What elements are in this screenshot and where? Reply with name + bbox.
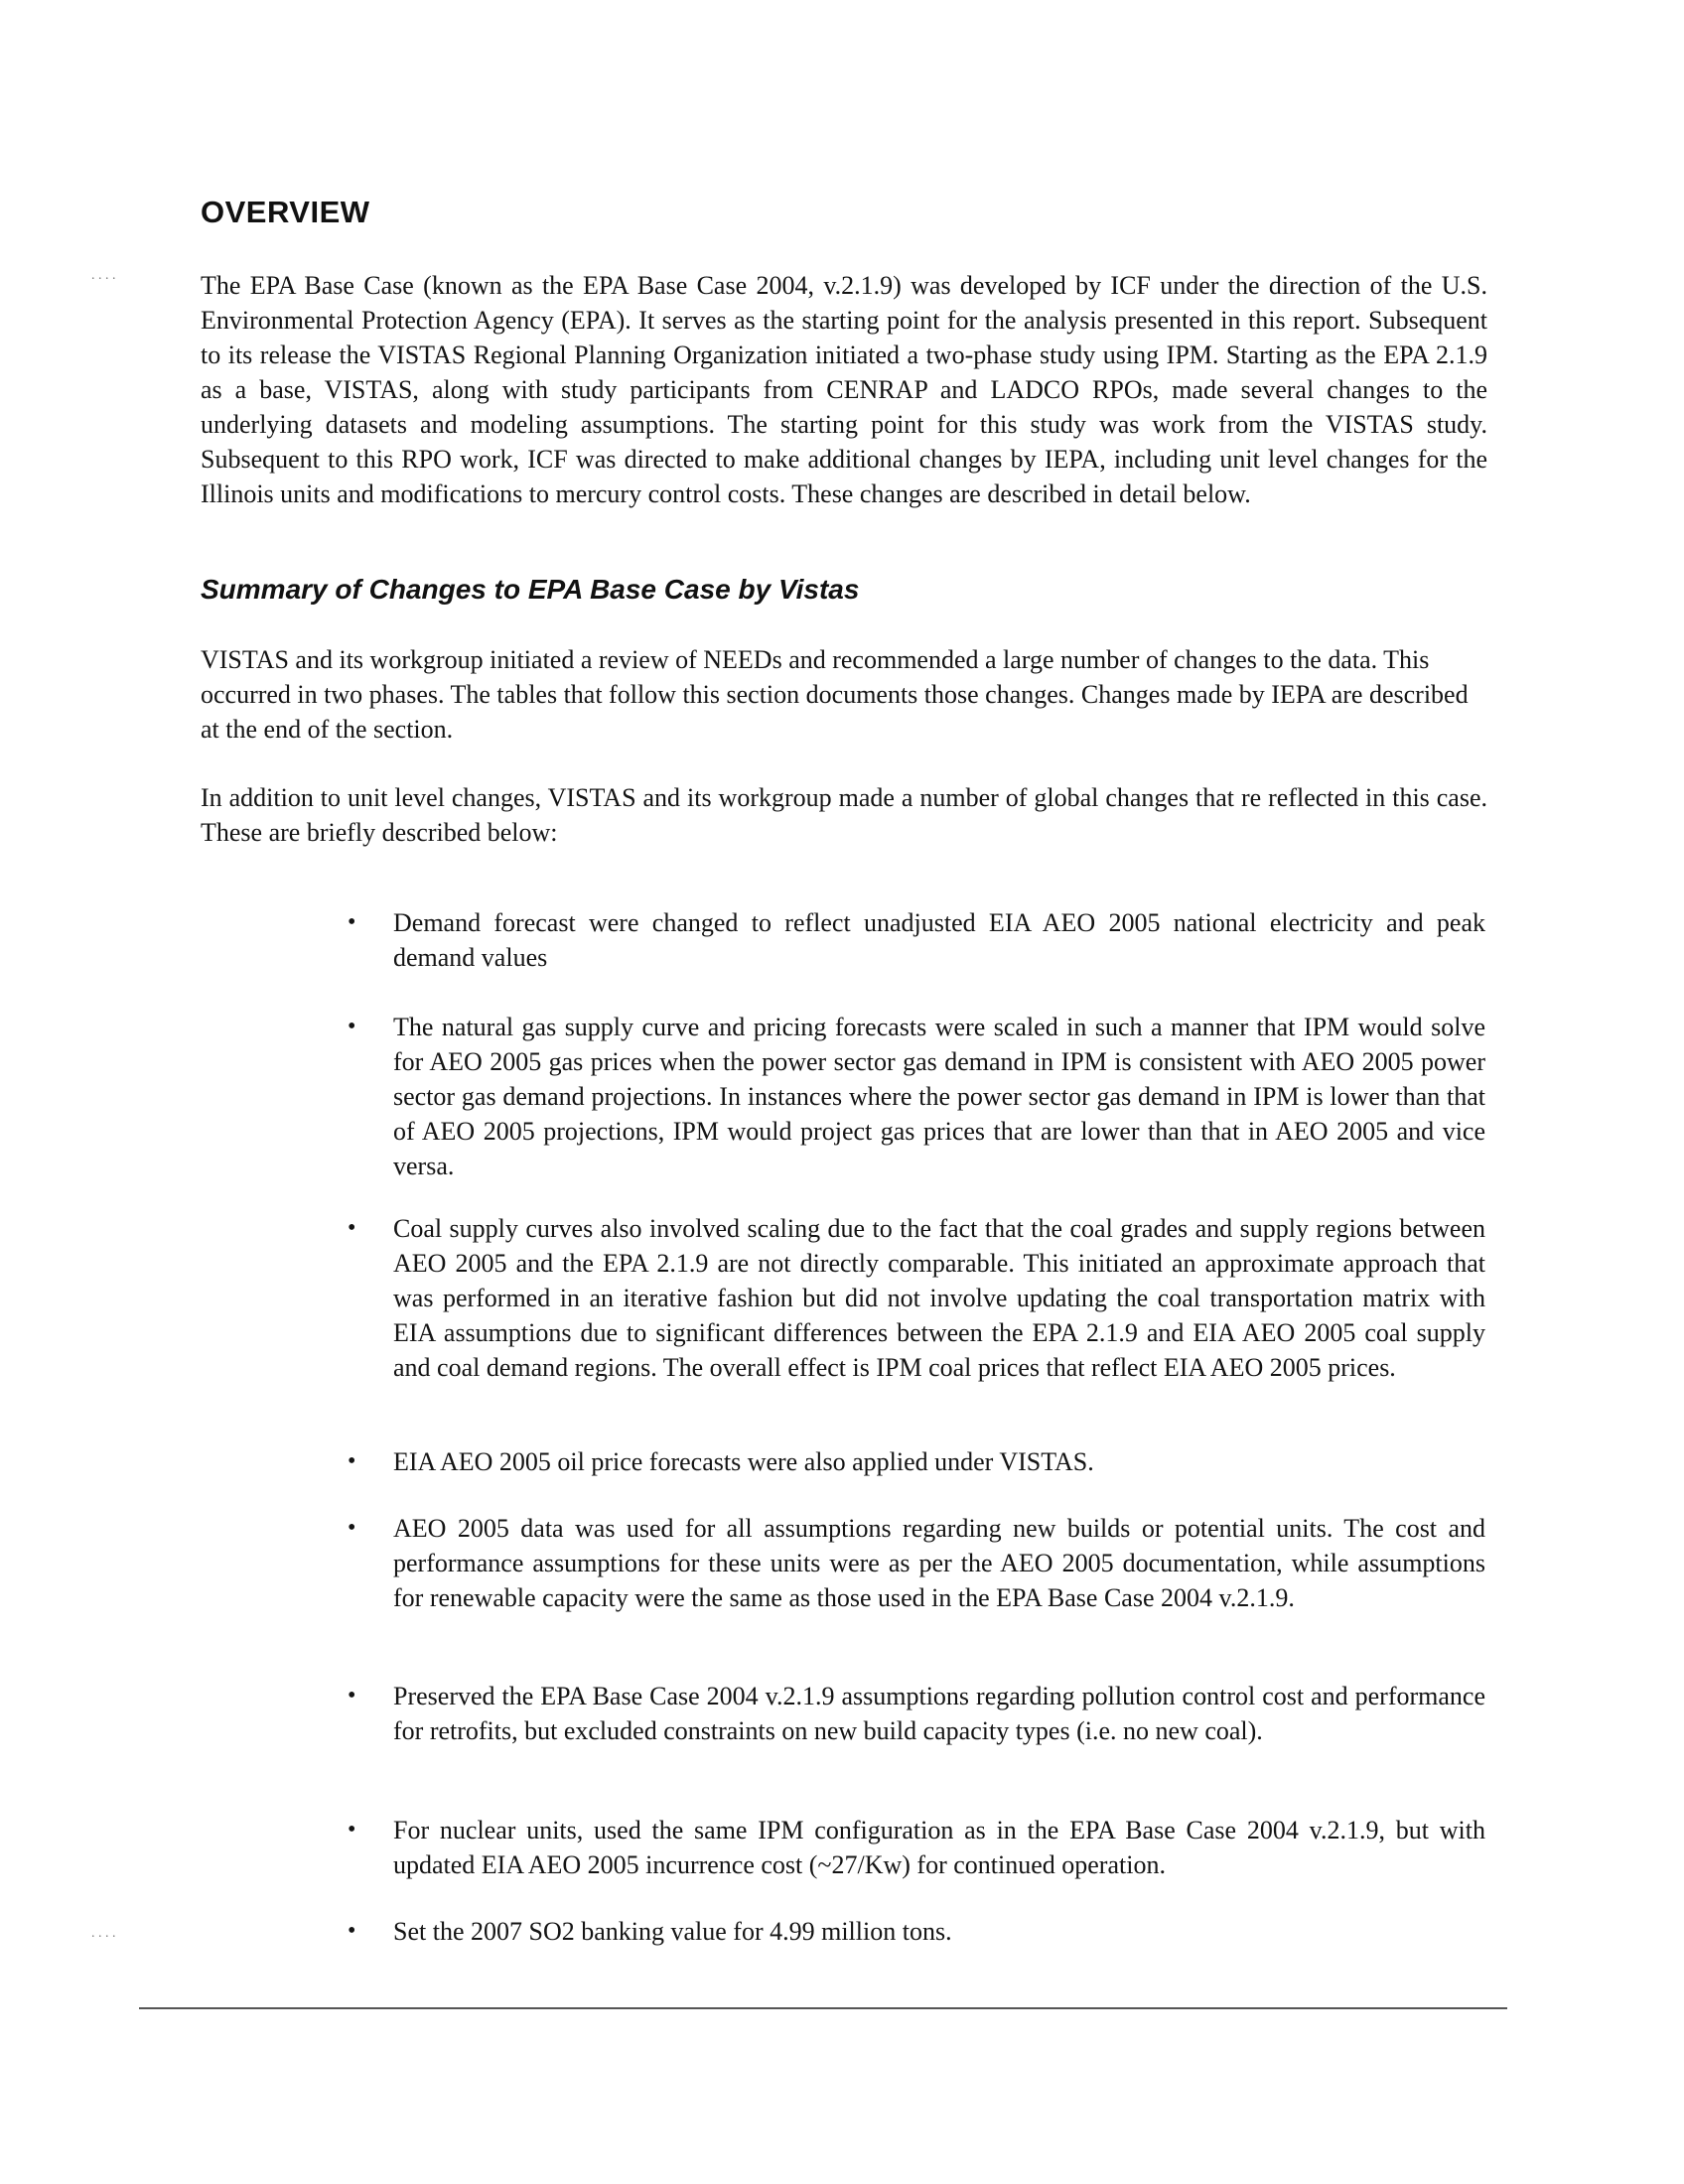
scan-speck: . . . . (91, 268, 116, 283)
list-item: • EIA AEO 2005 oil price forecasts were also applied under VISTAS. (393, 1444, 1485, 1479)
global-changes-paragraph: In addition to unit level changes, VISTAS and its workgroup made a number of global changes that re reflected in this case. These are briefly described below: (201, 783, 1487, 847)
list-item: • Demand forecast were changed to reflect unadjusted EIA AEO 2005 national electricity and peak demand values (393, 905, 1485, 975)
list-item: • Coal supply curves also involved scaling due to the fact that the coal grades and supply regions between AEO 2005 and the EPA 2.1.9 are not directly comparable. This initiated an approximate approach that was performed in an iterative fashion but did not involve updating the coal transportation matrix with EIA assumptions due to significant differences between the EPA 2.1.9 and EIA AEO 2005 coal supply and coal demand regions. The overall effect is IPM coal prices that reflect EIA AEO 2005 prices. (393, 1211, 1485, 1385)
review-paragraph: VISTAS and its workgroup initiated a review of NEEDs and recommended a large number of changes to the data. This occurred in two phases. The tables that follow this section documents those changes. Changes made by IEPA are described at the end of the section. (201, 645, 1469, 744)
footer-divider (139, 2007, 1507, 2009)
list-item: • AEO 2005 data was used for all assumptions regarding new builds or potential units. The cost and performance assumptions for these units were as per the AEO 2005 documentation, while assumptions for renewable capacity were the same as those used in the EPA Base Case 2004 v.2.1.9. (393, 1511, 1485, 1615)
list-item: • Set the 2007 SO2 banking value for 4.99 million tons. (393, 1914, 1485, 1949)
subsection-heading: Summary of Changes to EPA Base Case by Vistas (201, 574, 860, 605)
section-heading: OVERVIEW (201, 195, 370, 229)
list-item: • Preserved the EPA Base Case 2004 v.2.1.9 assumptions regarding pollution control cost and performance for retrofits, but excluded constraints on new build capacity types (i.e. no new coal). (393, 1679, 1485, 1748)
list-item: • For nuclear units, used the same IPM configuration as in the EPA Base Case 2004 v.2.1.9, but with updated EIA AEO 2005 incurrence cost (~27/Kw) for continued operation. (393, 1813, 1485, 1882)
scan-speck: . . . . (91, 1926, 116, 1941)
list-item: • The natural gas supply curve and pricing forecasts were scaled in such a manner that IPM would solve for AEO 2005 gas prices when the power sector gas demand in IPM is consistent with AEO 2005 power sector gas demand projections. In instances where the power sector gas demand in IPM is lower than that of AEO 2005 projections, IPM would project gas prices that are lower than that in AEO 2005 and vice versa. (393, 1010, 1485, 1183)
intro-paragraph: The EPA Base Case (known as the EPA Base Case 2004, v.2.1.9) was developed by ICF under the direction of the U.S. Environmental Protection Agency (EPA). It serves as the starting point for the analysis presented in this report. Subsequent to its release the VISTAS Regional Planning Organization initiated a two-phase study using IPM. Starting as the EPA 2.1.9 as a base, VISTAS, along with study participants from CENRAP and LADCO RPOs, made several changes to the underlying datasets and modeling assumptions. The starting point for this study was work from the VISTAS study. Subsequent to this RPO work, ICF was directed to make additional changes by IEPA, including unit level changes for the Illinois units and modifications to mercury control costs. These changes are described in detail below. (201, 271, 1487, 508)
